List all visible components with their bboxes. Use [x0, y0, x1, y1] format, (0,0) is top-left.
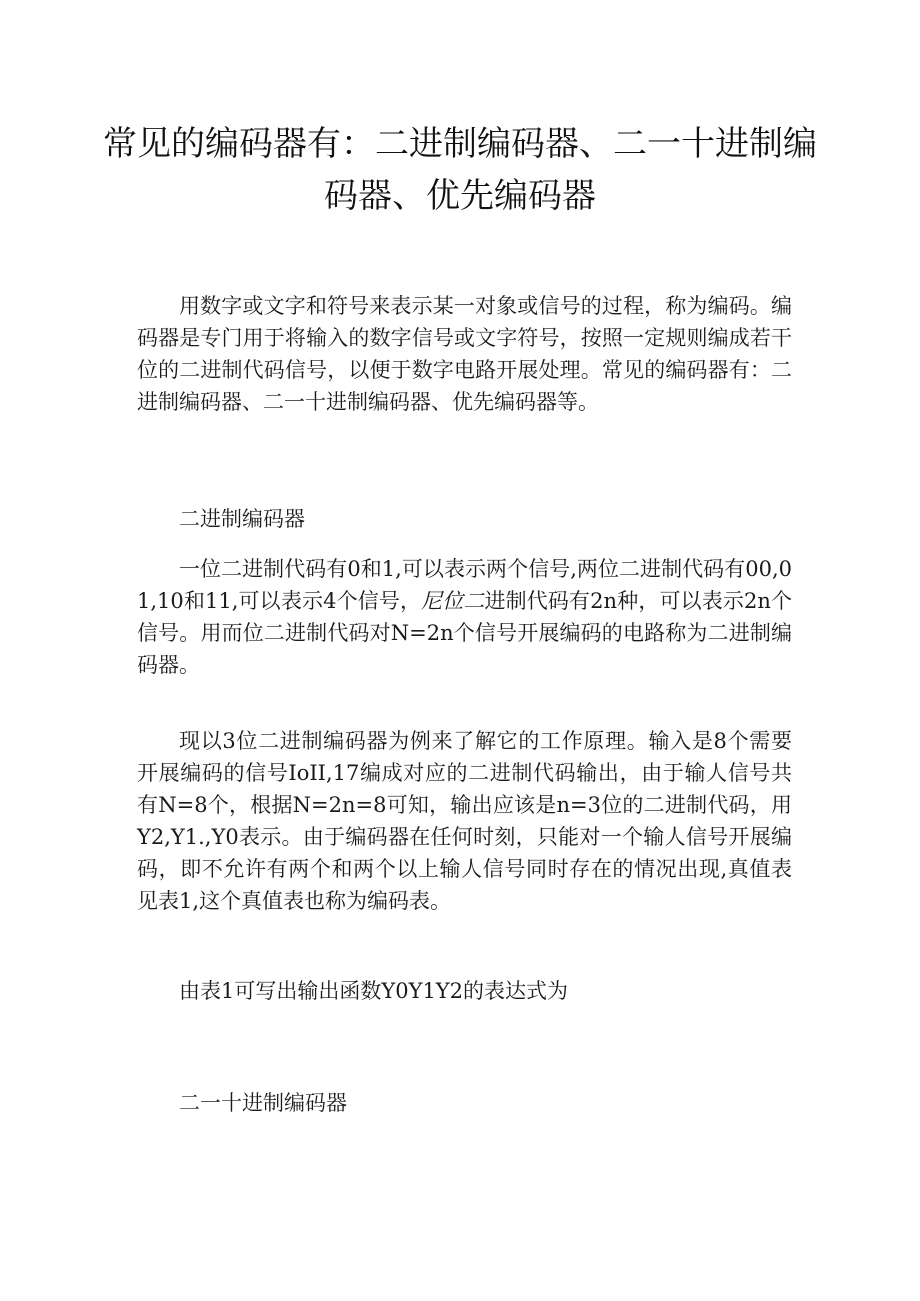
binary-paragraph-italic-fragment: 尼位二	[421, 589, 485, 613]
section-heading-binary-encoder: 二进制编码器	[179, 507, 305, 531]
binary-paragraph-part-b: 进制代码有2n种，可以表示2n个信号。用而位二进制代码对N=2n个信号开展编码的电路称为二进制编码器。	[137, 589, 793, 677]
section-heading-bcd-encoder: 二一十进制编码器	[179, 1091, 347, 1115]
example-paragraph: 现以3位二进制编码器为例来了解它的工作原理。输入是8个需要开展编码的信号IoII,17编成对应的二进制代码输出，由于输人信号共有N=8个，根据N=2n=8可知，输出应该是n=3位的二进制代码，用Y2,Y1.,Y0表示。由于编码器在任何时刻，只能对一个输人信号开展编码，即不允许有两个和两个以上输人信号同时存在的情况出现,真值表见表1,这个真值表也称为编码表。	[137, 729, 792, 913]
binary-paragraph-part-a: 一位二进制代码有0和1,可以表示两个信号,两位二进制代码有00,01,10和11,可以表示4个信号，	[137, 557, 792, 613]
document-title: 常见的编码器有：二进制编码器、二一十进制编码器、优先编码器	[103, 124, 817, 216]
intro-paragraph: 用数字或文字和符号来表示某一对象或信号的过程，称为编码。编码器是专门用于将输入的数字信号或文字符号，按照一定规则编成若干位的二进制代码信号，以便于数字电路开展处理。常见的编码器有：二进制编码器、二一十进制编码器、优先编码器等。	[137, 294, 792, 414]
expression-paragraph: 由表1可写出输出函数Y0Y1Y2的表达式为	[179, 979, 569, 1003]
binary-encoder-paragraph	[137, 553, 792, 681]
